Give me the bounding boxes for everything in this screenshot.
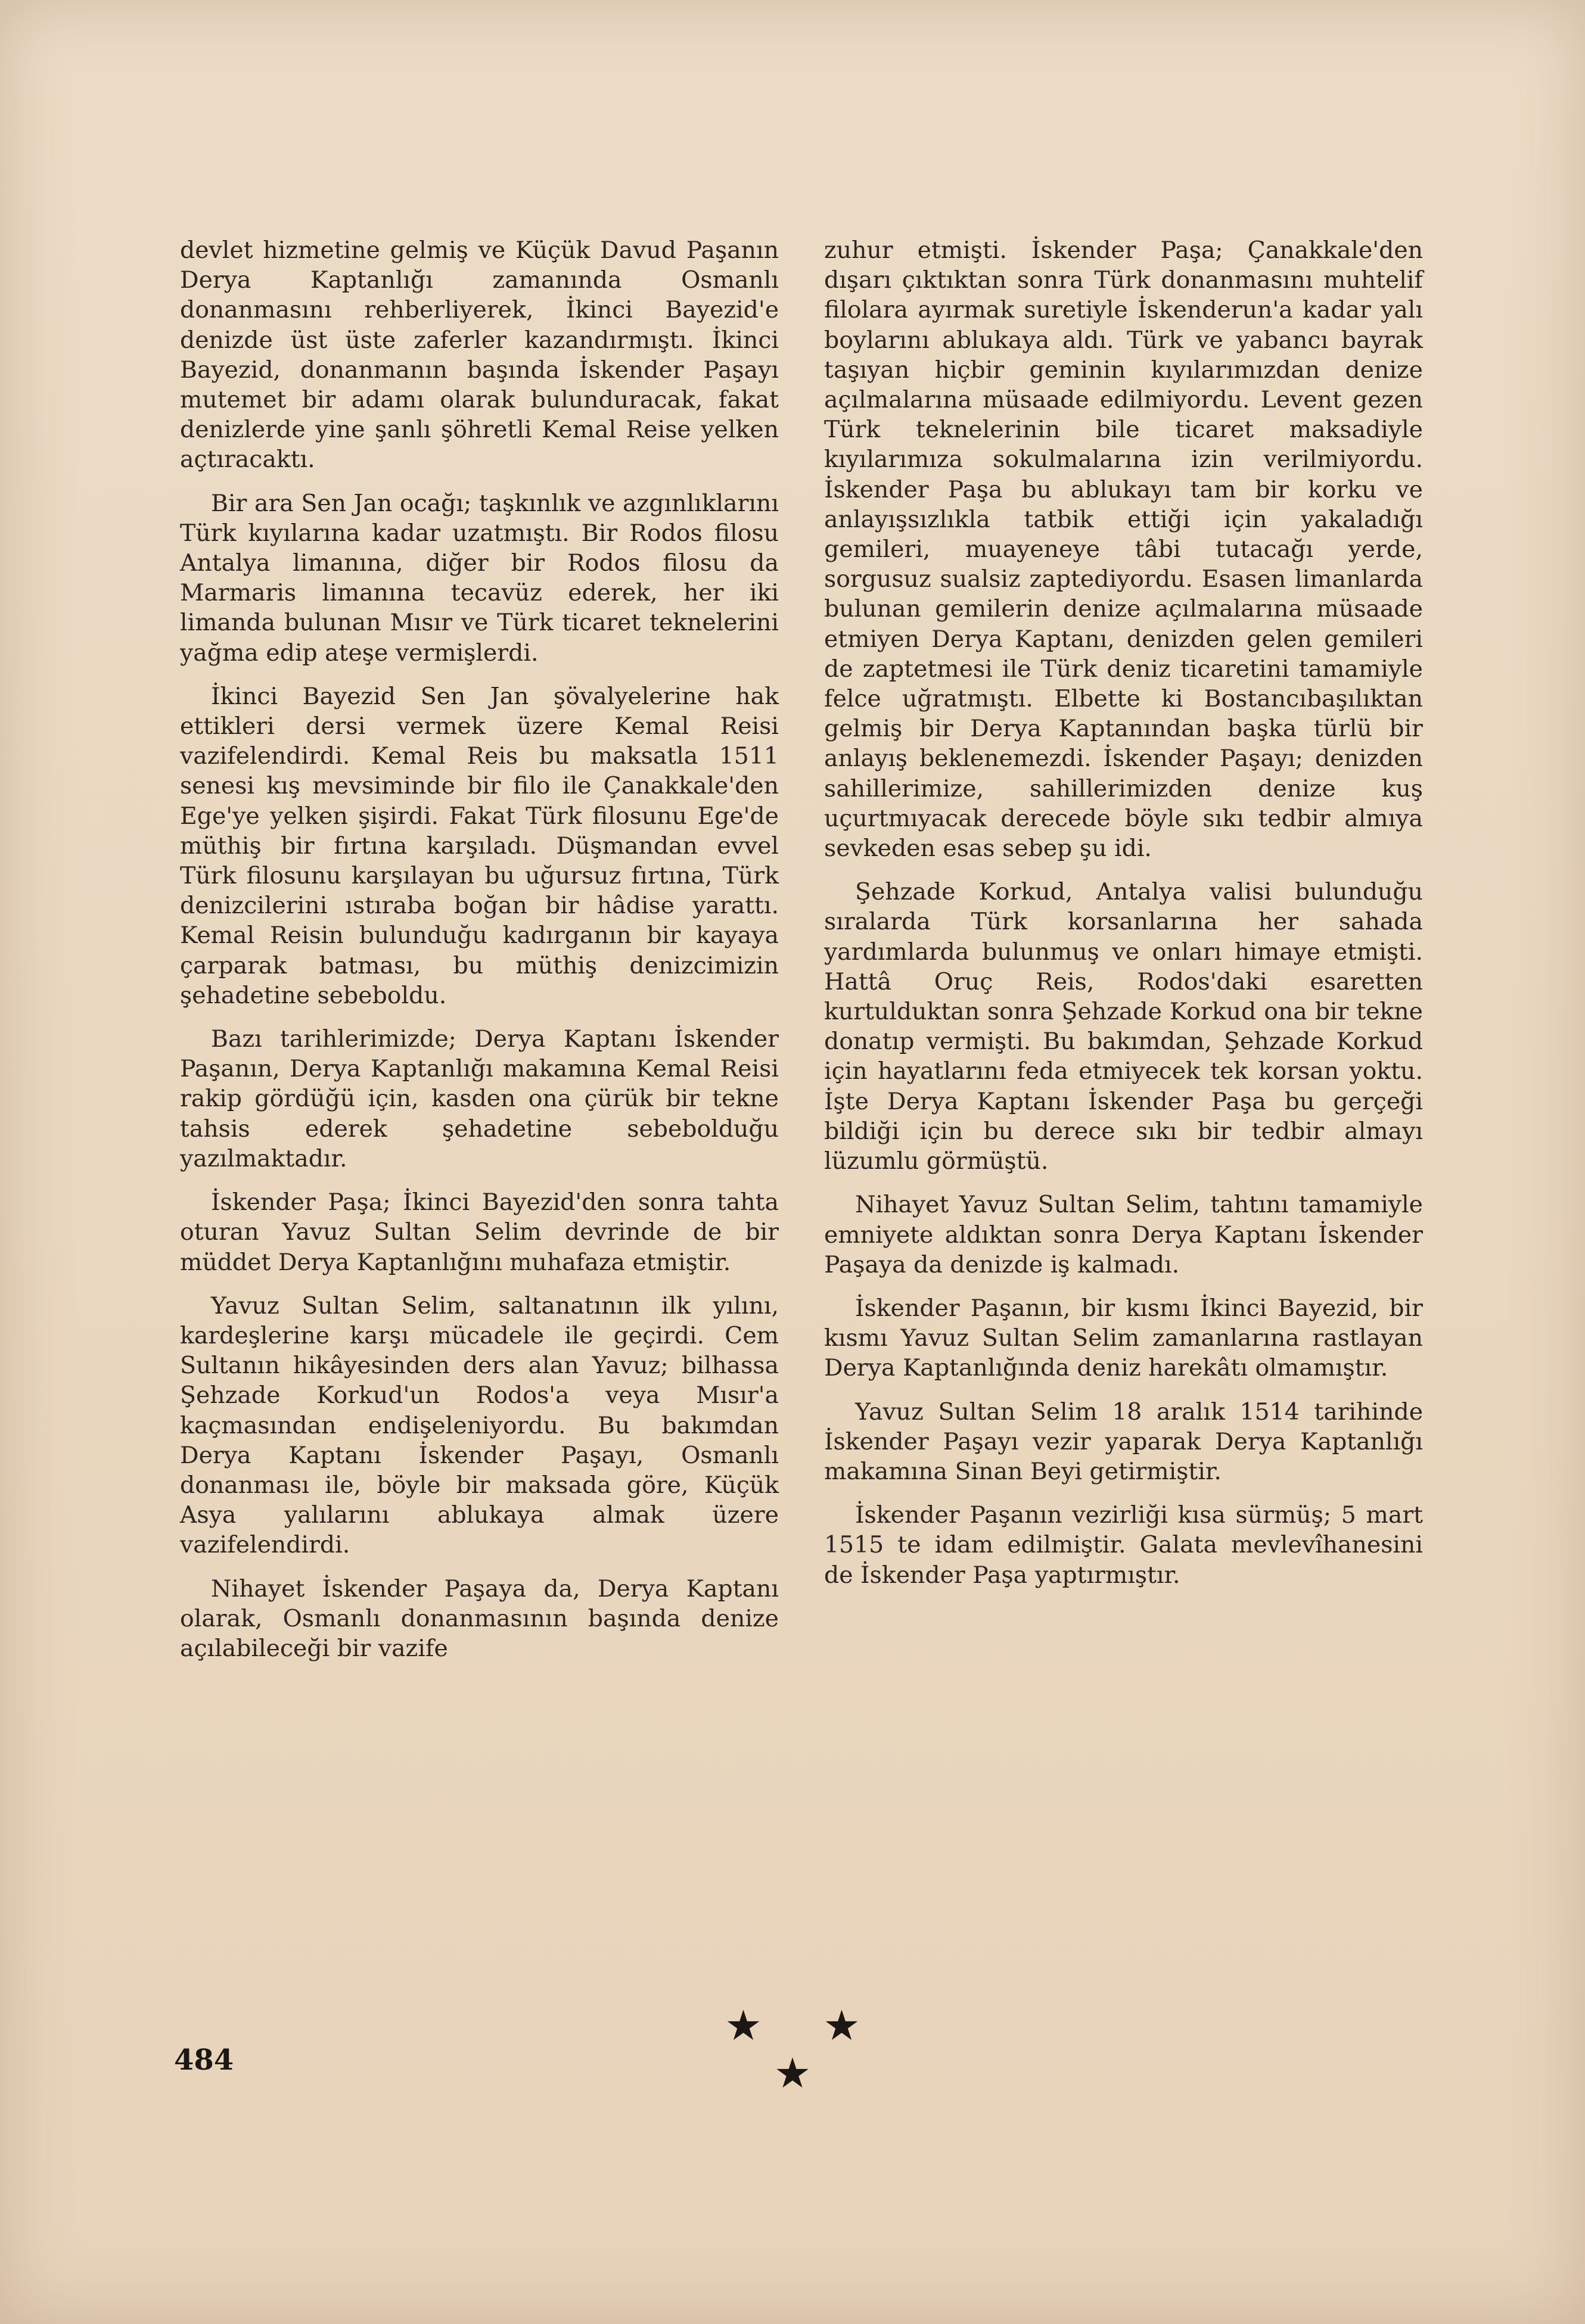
paragraph: İskender Paşanın, bir kısmı İkinci Bayezid, bir kısmı Yavuz Sultan Selim zamanlarına rastlayan Derya Kaptanlığında deniz harekâtı olmamıştır.	[824, 1294, 1423, 1382]
paragraph: Şehzade Korkud, Antalya valisi bulunduğu sıralarda Türk korsanlarına her sahada yardımlarda bulunmuş ve onları himaye etmişti. Hattâ Oruç Reis, Rodos'daki esaretten kurtulduktan sonra Şehzade Korkud ona bir tekne donatıp vermişti. Bu bakımdan, Şehzade Korkud için hayatlarını feda etmiyecek tek korsan yoktu. İşte Derya Kaptanı İskender Paşa bu gerçeği bildiği için bu derece sıkı bir tedbir almayı lüzumlu görmüştü.	[824, 878, 1423, 1175]
paragraph: Bazı tarihlerimizde; Derya Kaptanı İskender Paşanın, Derya Kaptanlığı makamına Kemal Reisi rakip gördüğü için, kasden ona çürük bir tekne tahsis ederek şehadetine sebebolduğu yazılmaktadır.	[180, 1025, 779, 1172]
section-separator-stars: ★ ★ ★	[725, 2001, 884, 2098]
paragraph: Yavuz Sultan Selim 18 aralık 1514 tarihinde İskender Paşayı vezir yaparak Derya Kaptanlığı makamına Sinan Beyi getirmiştir.	[824, 1398, 1423, 1485]
paragraph: Yavuz Sultan Selim, saltanatının ilk yılını, kardeşlerine karşı mücadele ile geçirdi. Cem Sultanın hikâyesinden ders alan Yavuz; bilhassa Şehzade Korkud'un Rodos'a veya Mısır'a kaçmasından endişeleniyordu. Bu bakımdan Derya Kaptanı İskender Paşayı, Osmanlı donanması ile, böyle bir maksada göre, Küçük Asya yalılarını ablukaya almak üzere vazifelendirdi.	[180, 1292, 779, 1559]
paragraph: Nihayet Yavuz Sultan Selim, tahtını tamamiyle emniyete aldıktan sonra Derya Kaptanı İskender Paşaya da denizde iş kalmadı.	[824, 1191, 1423, 1278]
paragraph: İskender Paşanın vezirliği kısa sürmüş; 5 mart 1515 te idam edilmiştir. Galata mevlevîhanesini de İskender Paşa yaptırmıştır.	[824, 1501, 1423, 1589]
paragraph: zuhur etmişti. İskender Paşa; Çanakkale'den dışarı çıktıktan sonra Türk donanmasını muhtelif filolara ayırmak suretiyle İskenderun'a kadar yalı boylarını ablukaya aldı. Türk ve yabancı bayrak taşıyan hiçbir geminin kıyılarımızdan denize açılmalarına müsaade edilmiyordu. Levent gezen Türk teknelerinin bile ticaret maksadiyle kıyılarımıza sokulmalarına izin verilmiyordu. İskender Paşa bu ablukayı tam bir korku ve anlayışsızlıkla tatbik ettiği için yakaladığı gemileri, muayeneye tâbi tutacağı yerde, sorgusuz sualsiz zaptediyordu. Esasen limanlarda bulunan gemilerin denize açılmalarına müsaade etmiyen Derya Kaptanı, denizden gelen gemileri de zaptetmesi ile Türk deniz ticaretini tamamiyle felce uğratmıştı. Elbette ki Bostancıbaşılıktan gelmiş bir Derya Kaptanından başka türlü bir anlayış beklenemezdi. İskender Paşayı; denizden sahillerimize, sahillerimizden denize kuş uçurtmıyacak derecede böyle sıkı tedbir almıya sevkeden esas sebep şu idi.	[824, 237, 1423, 863]
paragraph: İkinci Bayezid Sen Jan şövalyelerine hak ettikleri dersi vermek üzere Kemal Reisi vazifelendirdi. Kemal Reis bu maksatla 1511 senesi kış mevsiminde bir filo ile Çanakkale'den Ege'ye yelken şişirdi. Fakat Türk filosunu Ege'de müthiş bir fırtına karşıladı. Düşmandan evvel Türk filosunu karşılayan bu uğursuz fırtına, Türk denizcilerini ıstıraba boğan bir hâdise yarattı. Kemal Reisin bulunduğu kadırganın bir kayaya çarparak batması, bu müthiş denizcimizin şehadetine sebeboldu.	[180, 682, 779, 1009]
right-text-column	[824, 235, 1423, 1604]
paragraph: Nihayet İskender Paşaya da, Derya Kaptanı olarak, Osmanlı donanmasının başında denize açılabileceği bir vazife	[180, 1575, 779, 1662]
page-number: 484	[174, 2043, 234, 2077]
paragraph: İskender Paşa; İkinci Bayezid'den sonra tahta oturan Yavuz Sultan Selim devrinde de bir müddet Derya Kaptanlığını muhafaza etmiştir.	[180, 1189, 779, 1276]
paragraph: devlet hizmetine gelmiş ve Küçük Davud Paşanın Derya Kaptanlığı zamanında Osmanlı donanmasını rehberliyerek, İkinci Bayezid'e denizde üst üste zaferler kazandırmıştı. İkinci Bayezid, donanmanın başında İskender Paşayı mutemet bir adamı olarak bulunduracak, fakat denizlerde yine şanlı şöhretli Kemal Reise yelken açtıracaktı.	[180, 237, 779, 474]
paragraph: Bir ara Sen Jan ocağı; taşkınlık ve azgınlıklarını Türk kıyılarına kadar uzatmıştı. Bir Rodos filosu Antalya limanına, diğer bir Rodos filosu da Marmaris limanına tecavüz ederek, her iki limanda bulunan Mısır ve Türk ticaret teknelerini yağma edip ateşe vermişlerdi.	[180, 489, 779, 667]
left-text-column	[180, 235, 779, 1677]
